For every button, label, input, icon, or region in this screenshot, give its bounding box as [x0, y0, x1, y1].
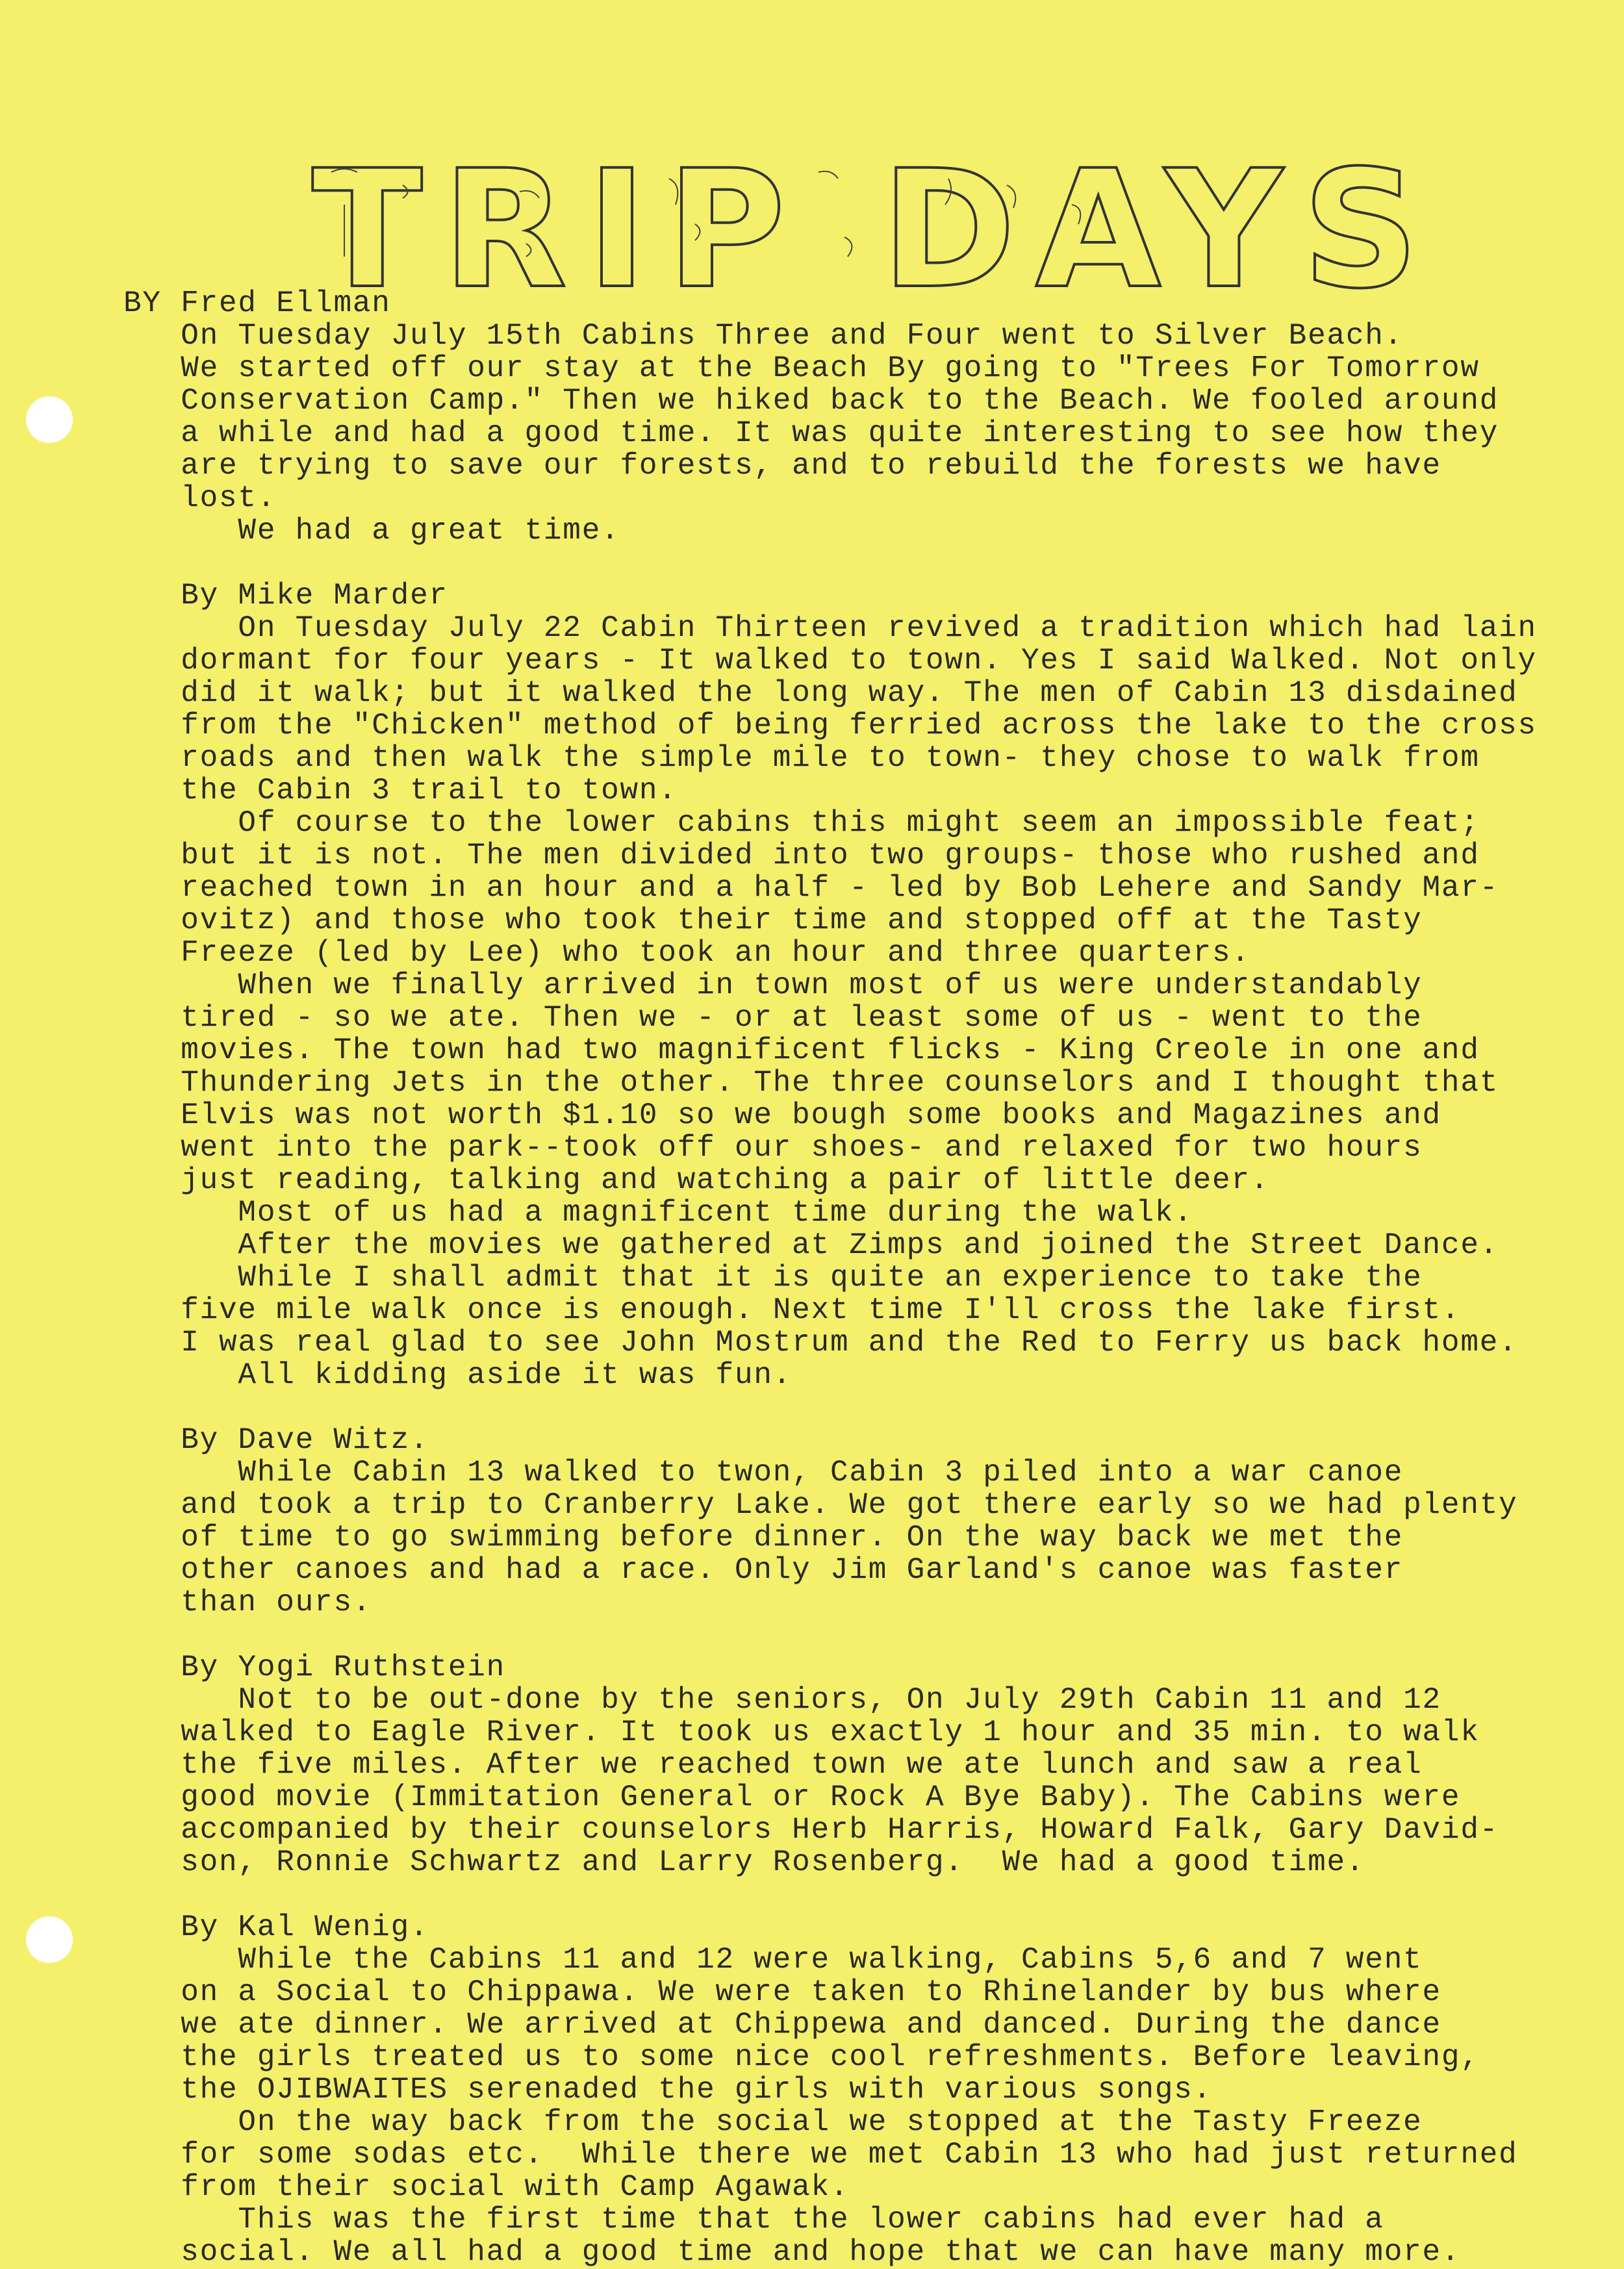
text-line: I was real glad to see John Mostrum and the Red to Ferry us back home. [123, 1326, 1518, 1360]
text-line: On the way back from the social we stopped at the Tasty Freeze [123, 2105, 1423, 2139]
text-line: and took a trip to Cranberry Lake. We got there early so we had plenty [123, 1488, 1518, 1522]
text-line: ovitz) and those who took their time and stopped off at the Tasty [123, 904, 1423, 937]
section-spacer [123, 547, 1553, 579]
text-line: other canoes and had a race. Only Jim Garland's canoe was faster [123, 1553, 1404, 1587]
text-line: Thundering Jets in the other. The three counselors and I thought that [123, 1066, 1499, 1100]
author-byline: By Mike Marder [123, 579, 448, 613]
text-line: good movie (Immitation General or Rock A Bye Baby). The Cabins were [123, 1781, 1461, 1814]
author-byline: BY Fred Ellman [123, 286, 391, 320]
text-line: just reading, talking and watching a pair of little deer. [123, 1163, 1270, 1197]
text-line: walked to Eagle River. It took us exactly 1 hour and 35 min. to walk [123, 1716, 1480, 1749]
text-line: On Tuesday July 15th Cabins Three and Four went to Silver Beach. [123, 319, 1404, 353]
text-line: from the "Chicken" method of being ferried across the lake to the cross [123, 709, 1537, 742]
text-line: from their social with Camp Agawak. [123, 2170, 850, 2204]
text-line: social. We all had a good time and hope that we can have many more. [123, 2235, 1461, 2269]
punch-hole [26, 1916, 73, 1963]
text-line: Elvis was not worth $1.10 so we bough some books and Magazines and [123, 1098, 1441, 1132]
text-line: the five miles. After we reached town we ate lunch and saw a real [123, 1748, 1423, 1782]
text-line: On Tuesday July 22 Cabin Thirteen revived a tradition which had lain [123, 611, 1537, 645]
text-line: Freeze (led by Lee) who took an hour and three quarters. [123, 936, 1250, 970]
text-line: roads and then walk the simple mile to town- they chose to walk from [123, 741, 1480, 775]
page-title [305, 135, 1439, 324]
text-line: the Cabin 3 trail to town. [123, 774, 678, 807]
text-line: the OJIBWAITES serenaded the girls with various songs. [123, 2073, 1213, 2107]
text-line: than ours. [123, 1586, 372, 1619]
section-spacer [123, 1619, 1553, 1651]
text-line: While Cabin 13 walked to twon, Cabin 3 piled into a war canoe [123, 1456, 1404, 1489]
text-line: did it walk; but it walked the long way. The men of Cabin 13 disdained [123, 676, 1518, 710]
author-byline: By Yogi Ruthstein [123, 1651, 506, 1684]
text-line: When we finally arrived in town most of us were understandably [123, 969, 1423, 1002]
text-line: son, Ronnie Schwartz and Larry Rosenberg. We had a good time. [123, 1845, 1365, 1879]
text-line: but it is not. The men divided into two groups- those who rushed and [123, 839, 1480, 872]
section-spacer [123, 1391, 1553, 1424]
text-line: tired - so we ate. Then we - or at least some of us - went to the [123, 1001, 1423, 1035]
text-line: Most of us had a magnificent time during the walk. [123, 1196, 1193, 1230]
text-line: Of course to the lower cabins this might seem an impossible feat; [123, 806, 1480, 840]
text-line: lost. [123, 481, 277, 515]
title-text: TRIP DAYS [312, 135, 1439, 324]
text-line: are trying to save our forests, and to rebuild the forests we have [123, 449, 1441, 483]
text-line: the girls treated us to some nice cool refreshments. Before leaving, [123, 2040, 1480, 2074]
text-line: on a Social to Chippawa. We were taken to Rhinelander by bus where [123, 1975, 1441, 2009]
text-line: of time to go swimming before dinner. On the way back we met the [123, 1521, 1404, 1554]
text-line: This was the first time that the lower cabins had ever had a [123, 2203, 1384, 2237]
text-line: While I shall admit that it is quite an experience to take the [123, 1261, 1423, 1295]
text-line: While the Cabins 11 and 12 were walking, Cabins 5,6 and 7 went [123, 1943, 1423, 1977]
article-body [123, 287, 1553, 2268]
text-line: we ate dinner. We arrived at Chippewa and danced. During the dance [123, 2008, 1441, 2042]
text-line: a while and had a good time. It was quite interesting to see how they [123, 416, 1499, 450]
section-spacer [123, 1879, 1553, 1911]
text-line: After the movies we gathered at Zimps and joined the Street Dance. [123, 1228, 1499, 1262]
text-line: for some sodas etc. While there we met Cabin 13 who had just returned [123, 2138, 1518, 2172]
text-line: movies. The town had two magnificent flicks - King Creole in one and [123, 1033, 1480, 1067]
author-byline: By Kal Wenig. [123, 1910, 429, 1944]
text-line: reached town in an hour and a half - led by Bob Lehere and Sandy Mar- [123, 871, 1499, 905]
text-line: five mile walk once is enough. Next time I'll cross the lake first. [123, 1293, 1461, 1327]
text-line: Not to be out-done by the seniors, On July 29th Cabin 11 and 12 [123, 1683, 1441, 1717]
text-line: dormant for four years - It walked to town. Yes I said Walked. Not only [123, 644, 1537, 678]
text-line: We had a great time. [123, 514, 620, 548]
author-byline: By Dave Witz. [123, 1423, 429, 1457]
text-line: All kidding aside it was fun. [123, 1358, 793, 1392]
punch-hole [26, 396, 73, 443]
text-line: We started off our stay at the Beach By going to "Trees For Tomorrow [123, 351, 1480, 385]
text-line: accompanied by their counselors Herb Harris, Howard Falk, Gary David- [123, 1813, 1499, 1847]
text-line: Conservation Camp." Then we hiked back to the Beach. We fooled around [123, 384, 1499, 418]
text-line: went into the park--took off our shoes- and relaxed for two hours [123, 1131, 1423, 1165]
